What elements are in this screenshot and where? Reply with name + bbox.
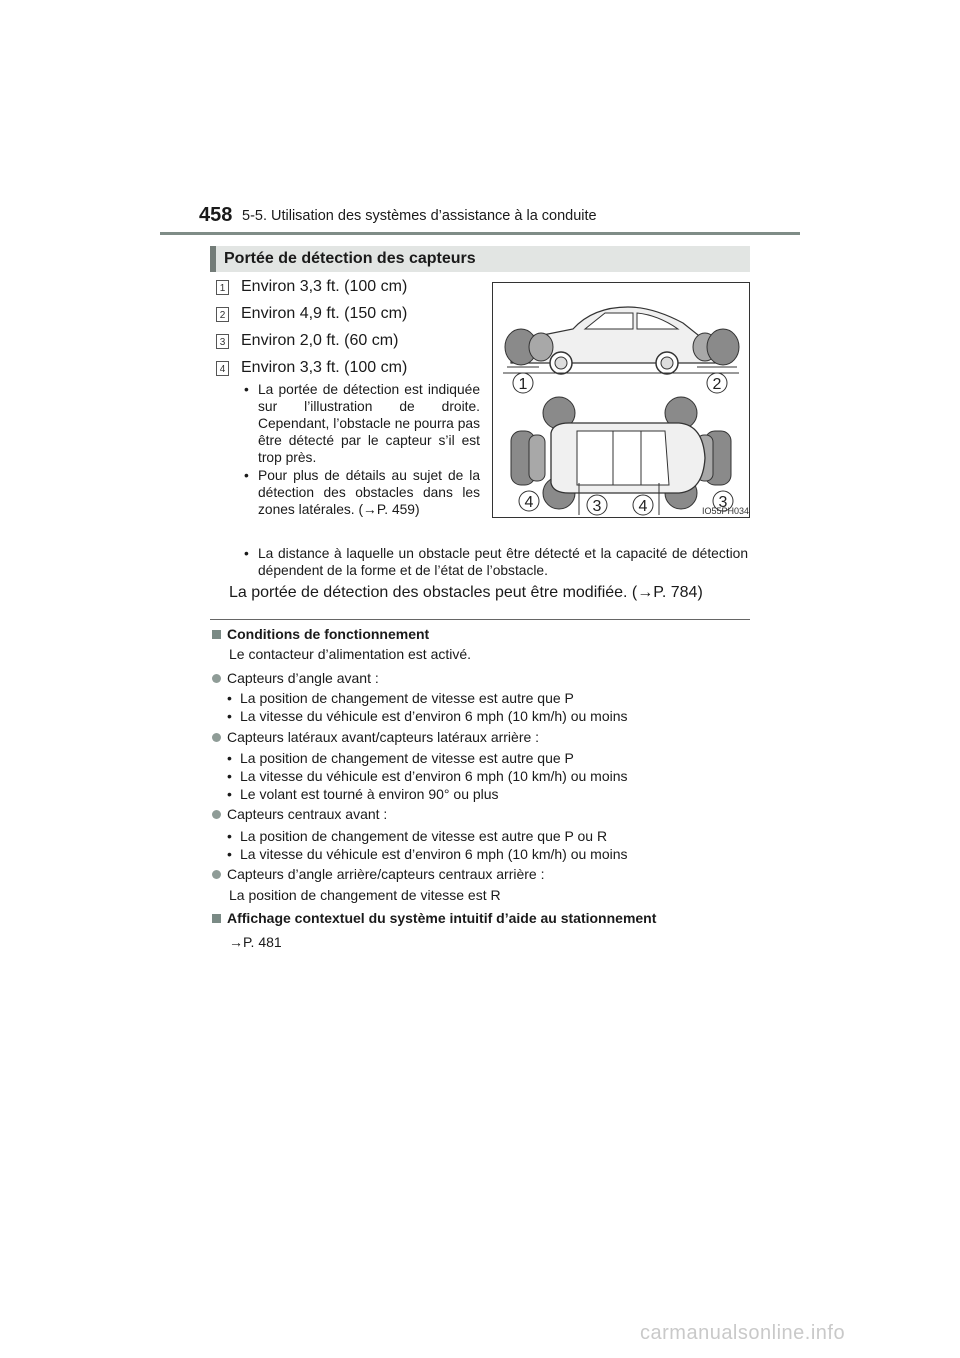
condition-line xyxy=(227,828,608,844)
figure-label-2: 2 xyxy=(712,376,722,393)
bullet-mark: • xyxy=(227,786,232,802)
item-number-box: 1 xyxy=(216,280,229,295)
range-item-3 xyxy=(216,330,398,352)
page-number: 458 xyxy=(199,204,233,226)
popup-reference-link[interactable]: →P. 481 xyxy=(229,934,282,950)
condition-text: La vitesse du véhicule est d’environ 6 mph (10 km/h) ou moins xyxy=(240,846,628,862)
condition-text: La vitesse du véhicule est d’environ 6 mph (10 km/h) ou moins xyxy=(240,768,628,784)
note-obstacle-shape xyxy=(244,545,748,579)
range-item-1 xyxy=(216,276,407,298)
section-heading-bar xyxy=(210,246,750,272)
bullet-mark: • xyxy=(227,828,232,844)
car-side-view xyxy=(503,307,739,374)
figure-label-3a: 4 xyxy=(524,494,534,511)
range-item-2 xyxy=(216,303,407,325)
group-title: Capteurs d’angle arrière/capteurs centraux arrière : xyxy=(227,866,545,882)
bullet-mark: • xyxy=(227,708,232,724)
bullet-mark: • xyxy=(227,690,232,706)
condition-line xyxy=(227,846,628,862)
conditions-heading-text: Conditions de fonctionnement xyxy=(227,626,430,642)
item-number-box: 2 xyxy=(216,307,229,322)
group-side-sensors xyxy=(212,729,539,745)
square-bullet-icon xyxy=(212,914,221,923)
watermark-text: carmanualsonline.info xyxy=(640,1322,846,1344)
group-front-corner xyxy=(212,670,379,686)
group-title: Capteurs centraux avant : xyxy=(227,806,388,822)
sensor-range-diagram xyxy=(492,282,750,518)
item-text: Environ 4,9 ft. (150 cm) xyxy=(241,305,408,322)
condition-text: La position de changement de vitesse est autre que P xyxy=(240,690,574,706)
group-rear-sensors xyxy=(212,866,545,882)
bullet-mark: • xyxy=(227,750,232,766)
figure-label-4a: 3 xyxy=(592,498,602,515)
condition-line xyxy=(227,768,628,784)
circle-bullet-icon xyxy=(212,733,221,742)
circle-bullet-icon xyxy=(212,810,221,819)
section-accent xyxy=(210,246,216,272)
group-title: Capteurs d’angle avant : xyxy=(227,670,379,686)
note-text: Pour plus de détails au sujet de la détection des obstacles dans les zones latérales. (→P. 459) xyxy=(258,468,480,517)
note-side-detection xyxy=(244,467,480,518)
condition-text: La position de changement de vitesse est autre que P xyxy=(240,750,574,766)
chapter-title: 5-5. Utilisation des systèmes d’assistance à la conduite xyxy=(242,208,597,224)
figure-label-4b: 4 xyxy=(638,498,648,515)
condition-text: Le volant est tourné à environ 90° ou plus xyxy=(240,786,499,802)
condition-line xyxy=(227,786,499,802)
group-title: Capteurs latéraux avant/capteurs latéraux arrière : xyxy=(227,729,540,745)
condition-text: La vitesse du véhicule est d’environ 6 mph (10 km/h) ou moins xyxy=(240,708,628,724)
bullet-mark: • xyxy=(244,546,249,561)
note-text: La distance à laquelle un obstacle peut être détecté et la capacité de détection dépendent de la forme et de l’état de l’obstacle. xyxy=(258,546,748,578)
figure-code: IO55PH034 xyxy=(702,506,750,516)
section-title: Portée de détection des capteurs xyxy=(224,250,476,267)
item-text: Environ 2,0 ft. (60 cm) xyxy=(241,332,399,349)
condition-line xyxy=(227,750,574,766)
popup-heading-text: Affichage contextuel du système intuitif d’aide au stationnement xyxy=(227,910,657,926)
bullet-mark: • xyxy=(227,768,232,784)
figure-label-3b: 3 xyxy=(718,494,728,511)
item-text: Environ 3,3 ft. (100 cm) xyxy=(241,278,408,295)
conditions-heading xyxy=(212,626,429,642)
condition-line xyxy=(227,690,574,706)
popup-heading xyxy=(212,910,656,926)
note-detection-range xyxy=(244,381,480,466)
range-item-4 xyxy=(216,357,407,379)
bullet-mark: • xyxy=(244,382,249,397)
item-number-box: 4 xyxy=(216,361,229,376)
header-rule xyxy=(160,232,800,235)
item-number-box: 3 xyxy=(216,334,229,349)
condition-line xyxy=(227,708,628,724)
car-top-view xyxy=(511,397,731,515)
square-bullet-icon xyxy=(212,630,221,639)
bullet-mark: • xyxy=(244,468,249,483)
group-front-center xyxy=(212,806,387,822)
circle-bullet-icon xyxy=(212,870,221,879)
figure-label-1: 1 xyxy=(518,376,528,393)
bullet-mark: • xyxy=(227,846,232,862)
section-divider xyxy=(210,619,750,620)
condition-text: La position de changement de vitesse est autre que P ou R xyxy=(240,828,608,844)
circle-bullet-icon xyxy=(212,674,221,683)
note-text: La portée de détection est indiquée sur l’illustration de droite. Cependant, l’obstacle ne pourra pas être détecté par le capteur s’il est trop près. xyxy=(258,382,480,465)
range-adjust-text: La portée de détection des obstacles peut être modifiée. (→P. 784) xyxy=(229,584,703,601)
condition-plain: La position de changement de vitesse est R xyxy=(229,887,501,903)
item-text: Environ 3,3 ft. (100 cm) xyxy=(241,359,408,376)
conditions-intro: Le contacteur d’alimentation est activé. xyxy=(229,646,472,662)
